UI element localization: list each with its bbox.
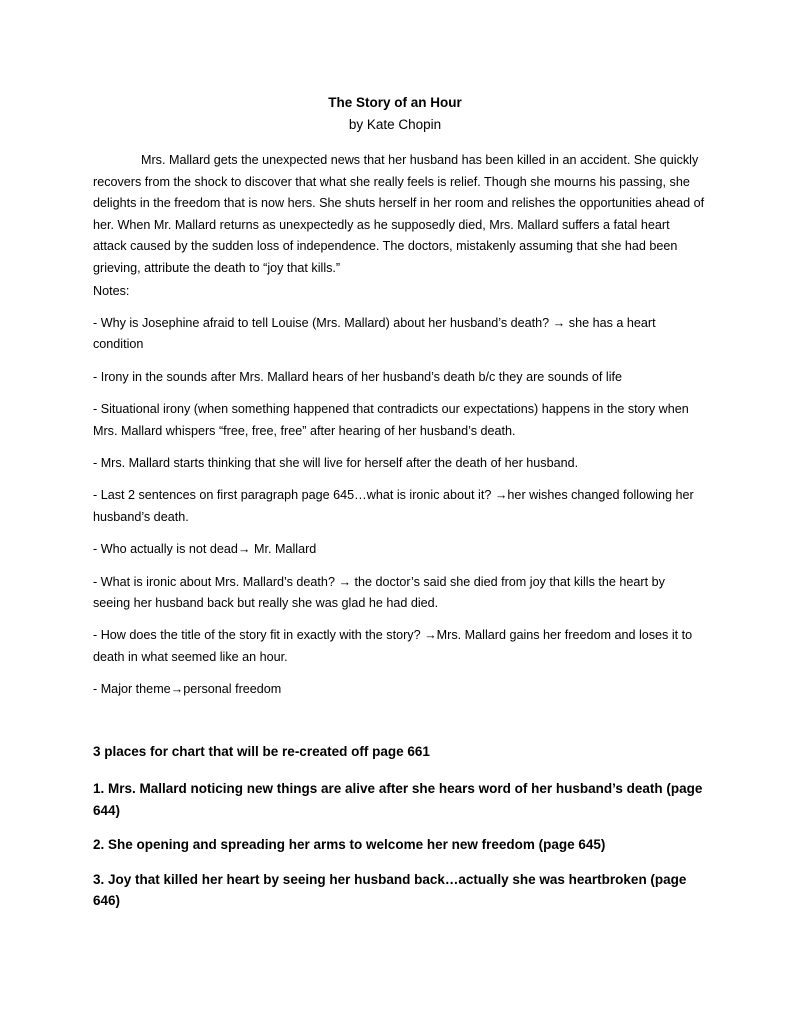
note-item: - Major theme→personal freedom [93,682,282,697]
note-item: - Situational irony (when something happened that contradicts our expectations) happens in the story when Mrs. Mallard whispers “free, free, free” after hearing of her husband’s death. [93,402,689,438]
note-item: - What is ironic about Mrs. Mallard’s death? → the doctor’s said she died from joy that kills the heart by seeing her husband back but really she was glad he had died. [93,574,665,611]
note-item: - Irony in the sounds after Mrs. Mallard hears of her husband’s death b/c they are sounds of life [93,369,622,384]
notes-label: Notes: [93,284,130,298]
story-summary-paragraph: Mrs. Mallard gets the unexpected news that her husband has been killed in an accident. She quickly recovers from the shock to discover that what she really feels is relief. Though she mourns his passing, she delights in the freedom that is now hers. She shuts herself in her room and relishes the opportunities ahead of her. When Mr. Mallard returns as unexpectedly as he supposedly died, Mrs. Mallard suffers a fatal heart attack caused by the sudden loss of independence. The doctors, mistakenly assuming that she had been grieving, attribute the death to “joy that kills.” [93,153,705,275]
chart-place-item: 1. Mrs. Mallard noticing new things are alive after she hears word of her husband’s death (page 644) [93,781,703,818]
note-item: - How does the title of the story fit in exactly with the story? →Mrs. Mallard gains her freedom and loses it to death in what seemed like an hour. [93,628,693,664]
chart-place-item: 2. She opening and spreading her arms to welcome her new freedom (page 645) [93,837,606,852]
document-title: The Story of an Hour [328,95,462,110]
note-item: - Mrs. Mallard starts thinking that she will live for herself after the death of her husband. [93,456,579,471]
note-item: - Why is Josephine afraid to tell Louise (Mrs. Mallard) about her husband’s death? → she has a heart condition [93,316,656,352]
notes-list [93,313,705,712]
chart-places-heading: 3 places for chart that will be re-created off page 661 [93,744,430,759]
document-author: by Kate Chopin [348,117,442,132]
note-item: - Who actually is not dead→ Mr. Mallard [93,542,317,557]
note-item: - Last 2 sentences on first paragraph page 645…what is ironic about it? →her wishes changed following her husband’s death. [93,488,694,524]
chart-places-list [93,778,705,925]
chart-place-item: 3. Joy that killed her heart by seeing her husband back…actually she was heartbroken (page 646) [93,871,687,908]
